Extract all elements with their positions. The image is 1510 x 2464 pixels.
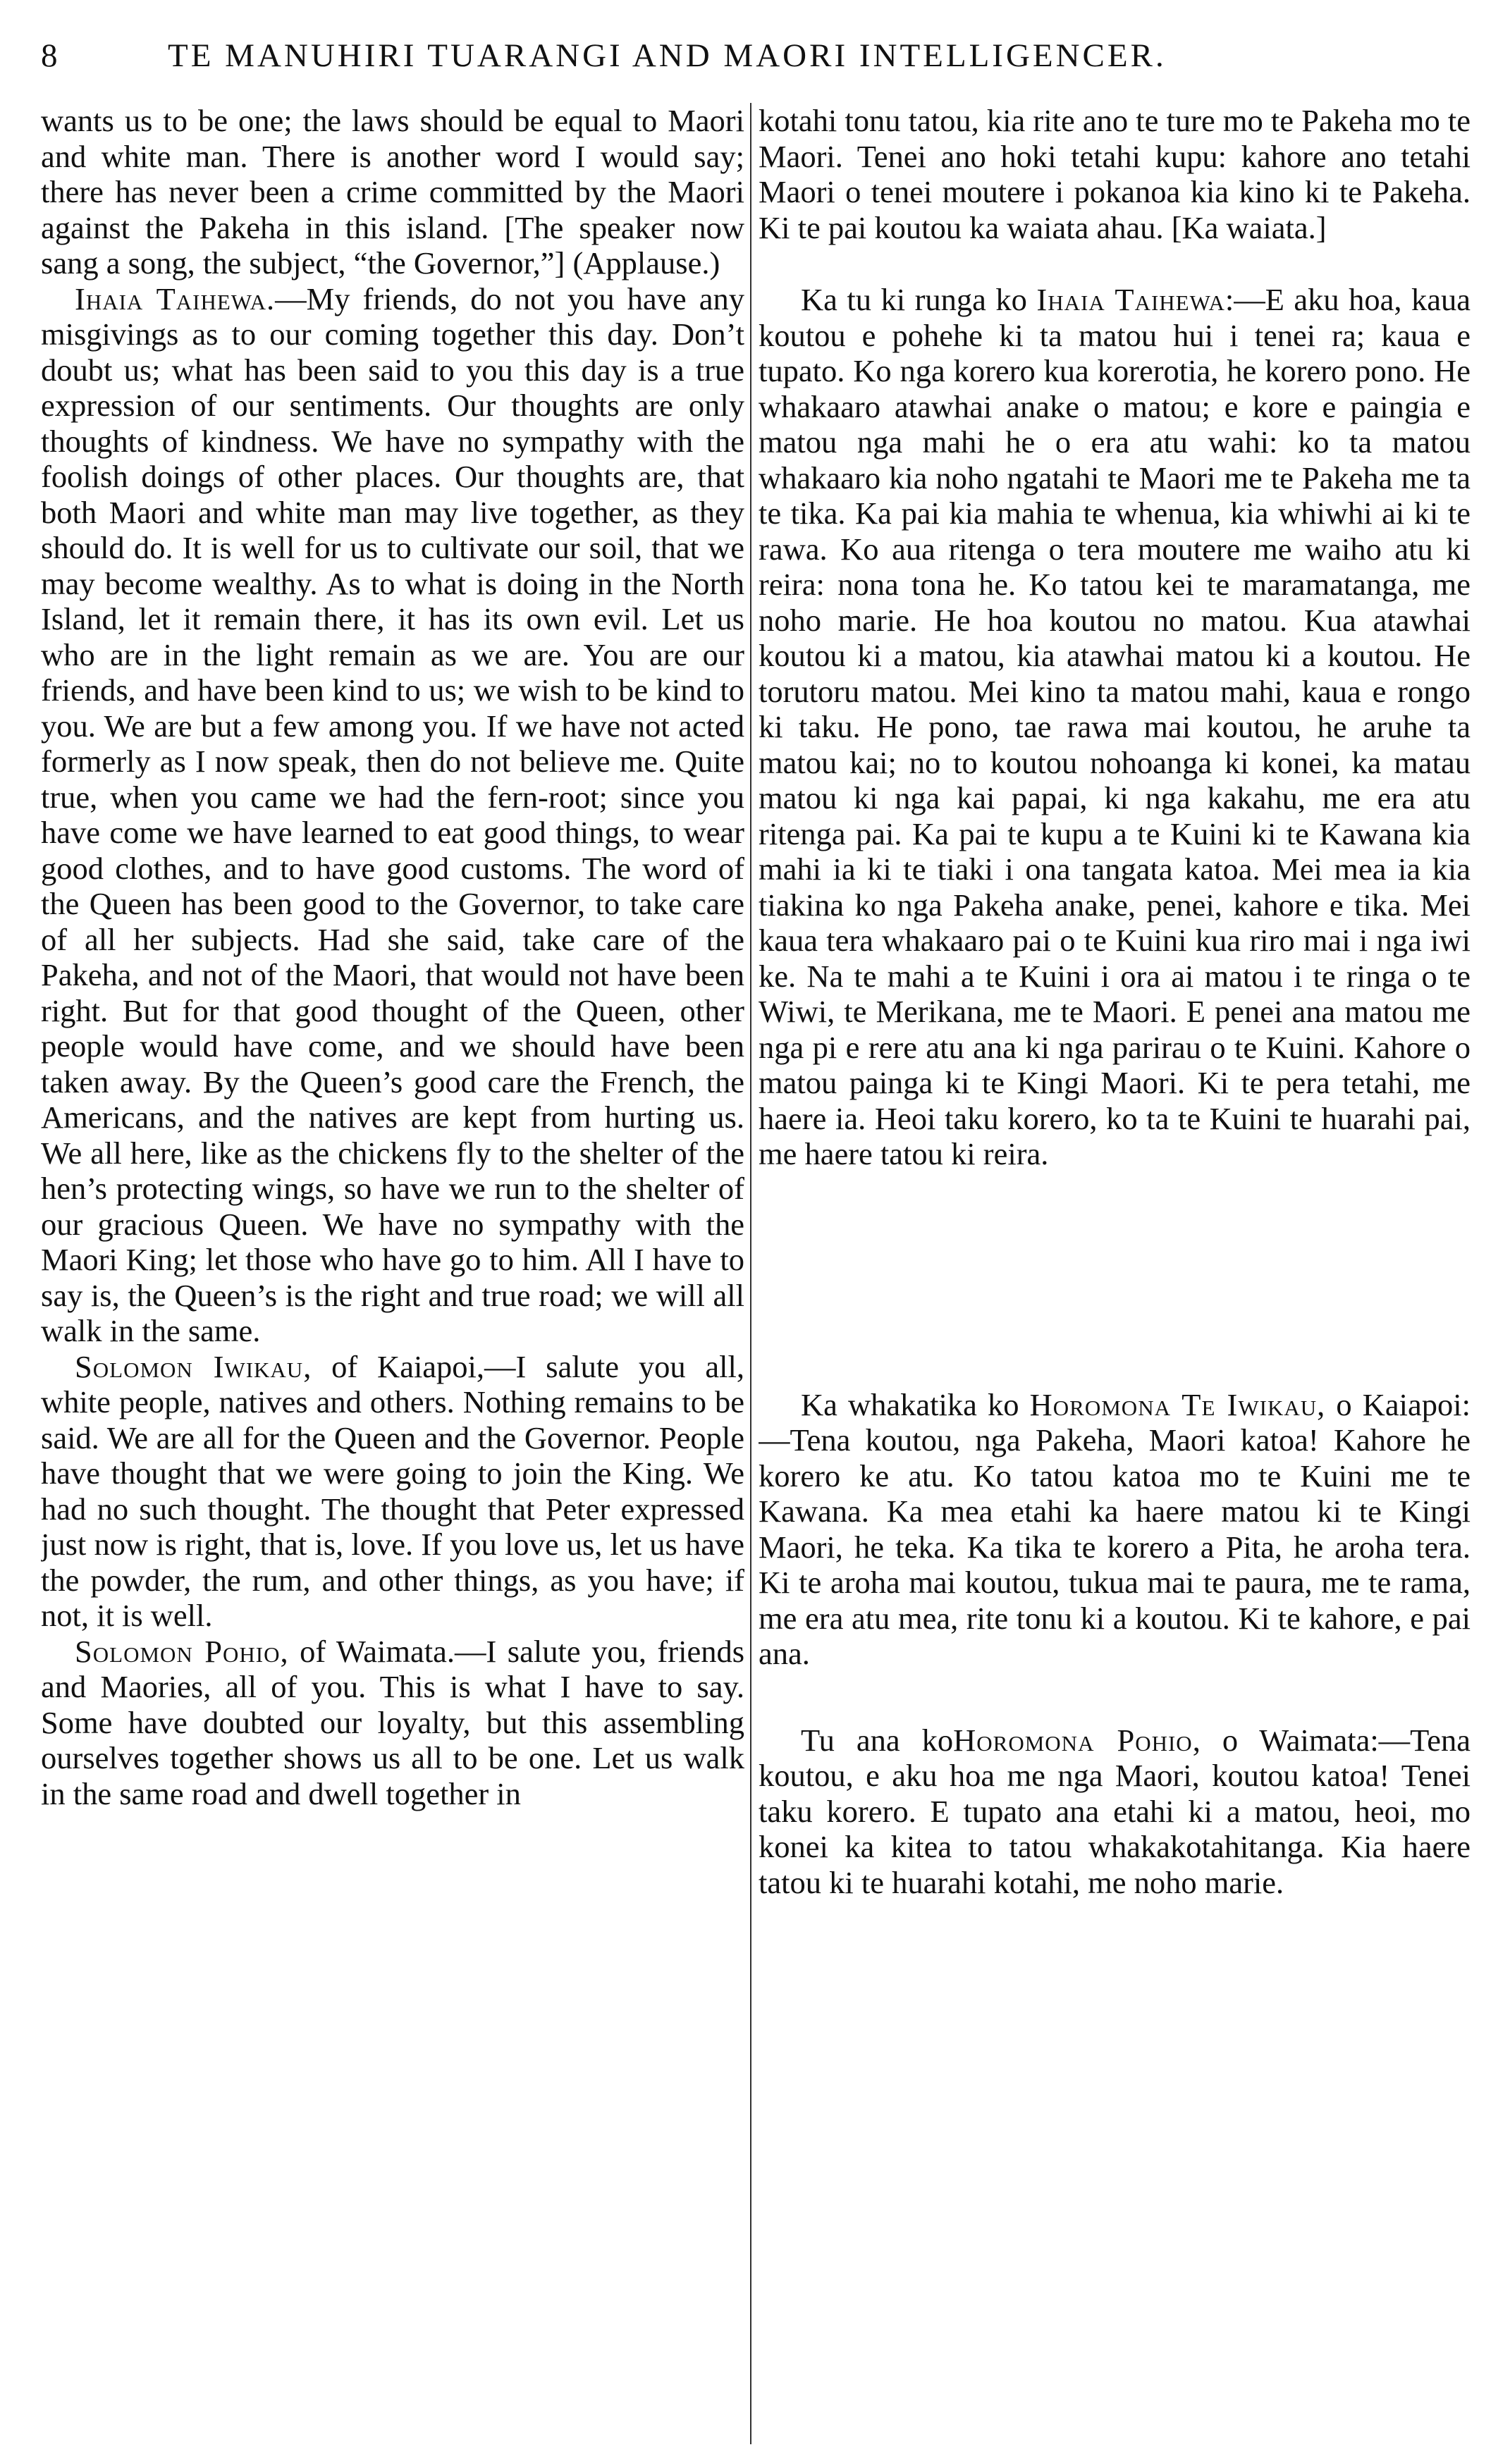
paragraph-intro: Tu ana ko: [801, 1722, 954, 1758]
paragraph-text: of Waimata.—I salute you, friends and Maories, all of you. This is what I have to say. Some have doubted our loyalty, but this assembling ourselves together shows us all to be one. Let us walk in the same road and dwell together in: [41, 1633, 744, 1811]
speaker-name: Solomon Iwikau,: [75, 1348, 312, 1384]
paragraph-ihaia-taihewa: [759, 282, 1471, 1172]
paragraph-intro: Ka whakatika ko: [801, 1386, 1030, 1422]
maori-column: [759, 103, 1471, 2450]
speaker-name: Ihaia Taihewa.: [75, 281, 276, 316]
spacer: [759, 1172, 1471, 1387]
paragraph-text: wants us to be one; the laws should be equal to Maori and white man. There is another word I would say; there has never been a crime committed by the Maori against the Pakeha in this island. [The speaker now sang a song, the subject, “the Governor,”] (Applause.): [41, 103, 744, 281]
paragraph-text: o Kaiapoi:—Tena koutou, nga Pakeha, Maori katoa! Kahore he korero ke atu. Ko tatou katoa mo te Kuini me te Kawana. Ka mea etahi ka haere matou ki te Kingi Maori, he teka. Ka tika te korero a Pita, he aroha tera. Ki te aroha mai koutou, tukua mai te paura, me te rama, me era atu mea, rite tonu ki a koutou. Ki te kahore, e pai ana.: [759, 1386, 1471, 1671]
paragraph-text: , o Waimata:—Tena koutou, e aku hoa me nga Maori, koutou katoa! Tenei taku korero. E tupato ana etahi ki a matou, heoi, mo konei ka kitea to tatou whakakotahitanga. Kia haere tatou ki te huarahi kotahi, me noho marie.: [759, 1722, 1471, 1900]
paragraph-solomon-pohio: [41, 1634, 744, 1812]
paragraph-horomona-te-iwikau: [759, 1387, 1471, 1672]
speaker-name: Ihaia Taihewa: [1036, 282, 1225, 317]
paragraph-text: of Kaiapoi,—I salute you all, white people, natives and others. Nothing remains to be said. We are all for the Queen and the Governor. People have thought that we were going to join the King. We had no such thought. The thought that Peter expressed just now is right, that is, love. If you love us, let us have the powder, the rum, and other things, as you have; if not, it is well.: [41, 1348, 744, 1633]
spacer: [759, 245, 1471, 282]
paragraph-intro: Ka tu ki runga ko: [801, 282, 1037, 317]
speaker-name: Horomona Te Iwikau,: [1029, 1386, 1326, 1422]
speaker-name: Solomon Pohio,: [75, 1633, 289, 1669]
paragraph-text: —My friends, do not you have any misgivings as to our coming together this day. Don’t doubt us; what has been said to you this day is a true expression of our sentiments. Our thoughts are only thoughts of kindness. We have no sympathy with the foolish doings of other places. Our thoughts are, that both Maori and white man may live together, as they should do. It is well for us to cultivate our soil, that we may become wealthy. As to what is doing in the North Island, let it remain there, it has its own evil. Let us who are in the light remain as we are. You are our friends, and have been kind to us; we wish to be kind to you. We are but a few among you. If we have not acted formerly as I now speak, then do not believe me. Quite true, when you came we had the fern-root; since you have come we have learned to eat good things, to wear good clothes, and to have good customs. The word of the Queen has been good to the Governor, to take care of all her subjects. Had she said, take care of the Pakeha, and not of the Maori, that would not have been right. But for that good thought of the Queen, other people would have come, and we should have been taken away. By the Queen’s good care the French, the Americans, and the natives are kept from hurting us. We all here, like as the chickens fly to the shelter of the hen’s protecting wings, so have we run to the shelter of our gracious Queen. We have no sympathy with the Maori King; let those who have go to him. All I have to say is, the Queen’s is the right and true road; we will all walk in the same.: [41, 281, 744, 1348]
page-number: 8: [41, 37, 61, 74]
paragraph-ihaia-taihewa: [41, 281, 744, 1349]
paragraph-text: :—E aku hoa, kaua koutou e pohehe ki ta matou hui i tenei ra; kaua e tupato. Ko nga korero kua korerotia, he korero pono. He whakaaro atawhai anake o matou; e kore e paingia e matou nga mahi he o era atu wahi: ko ta matou whakaaro kia noho ngatahi te Maori me te Pakeha me ta te tika. Ka pai kia mahia te whenua, kia whiwhi ai ki te rawa. Ko aua ritenga o tera moutere me waiho atu ki reira: nona tona he. Ko tatou kei te maramatanga, me noho marie. He hoa koutou no matou. Kua atawhai koutou ki a matou, kia atawhai matou ki a koutou. He torutoru matou. Mei kino ta matou mahi, kaua e rongo ki taku. He pono, tae rawa mai koutou, he aruhe ta matou kai; no to koutou nohoanga ki konei, ka matau matou ki nga kai papai, ki nga kakahu, me era atu ritenga pai. Ka pai te kupu a te Kuini ki te Kawana kia mahi ia ki te tiaki i ona tangata katoa. Mei mea ia kia tiakina ko nga Pakeha anake, penei, kahore e tika. Mei kaua tera whakaaro pai o te Kuini kua riro mai i nga iwi ke. Na te mahi a te Kuini i ora ai matou i te ringa o te Wiwi, te Merikana, me te Maori. E penei ana matou me nga pi e rere atu ana ki nga parirau o te Kuini. Kahore o matou painga ki te Kingi Maori. Ki te pera tetahi, me haere ia. Heoi taku korero, ko ta te Kuini te huarahi pai, me haere tatou ki reira.: [759, 282, 1471, 1171]
paragraph-text: kotahi tonu tatou, kia rite ano te ture mo te Pakeha mo te Maori. Tenei ano hoki tetahi kupu: kahore ano tetahi Maori o tenei moutere i pokanoa kia kino ki te Pakeha. Ki te pai koutou ka waiata ahau. [Ka waiata.]: [759, 103, 1471, 245]
paragraph-continuation: [41, 103, 744, 281]
english-column: [41, 103, 744, 2450]
spacer: [759, 1672, 1471, 1723]
running-head: [41, 37, 1465, 86]
publication-title: TE MANUHIRI TUARANGI AND MAORI INTELLIGENCER.: [168, 37, 1167, 74]
paragraph-continuation: [759, 103, 1471, 245]
speaker-name: Horomona Pohio: [953, 1722, 1193, 1758]
paragraph-solomon-iwikau: [41, 1349, 744, 1634]
paragraph-horomona-pohio: [759, 1723, 1471, 1901]
column-divider: [750, 103, 751, 2444]
